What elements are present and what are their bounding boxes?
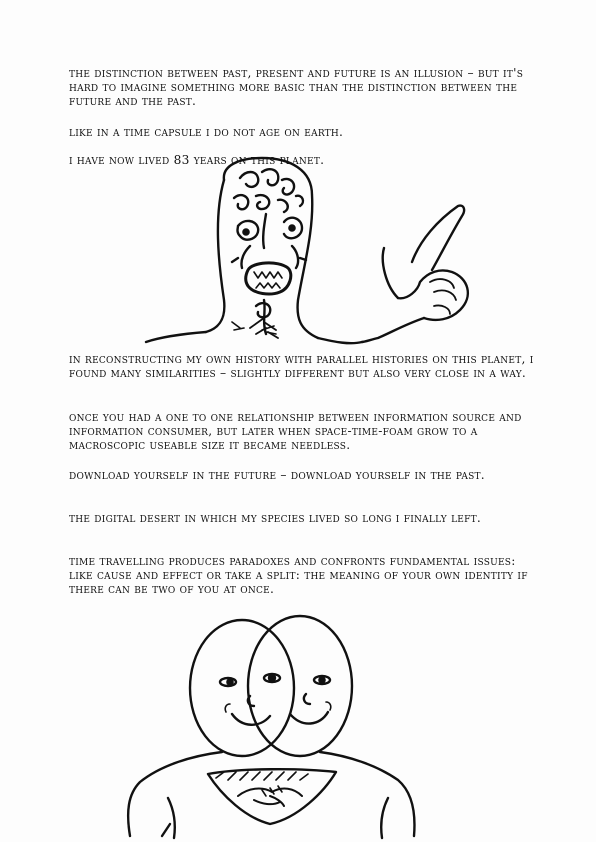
brain-swirl-5 [256,195,269,209]
right-face-eye-right [314,676,330,684]
root-2 [232,322,276,334]
brain-swirl-2 [262,169,278,185]
left-face-cheek [225,704,230,712]
left-eye-dot [243,229,248,234]
hand-fingers-curled [430,279,456,314]
brain-swirl-1 [240,172,258,187]
brain-swirl-3 [282,179,294,195]
paragraph-8: time travelling produces paradoxes and confronts fundamental issues: like cause and effect or take a split: the meaning of your own identity if there can be two of you at once. [69,554,528,597]
body-left-arm [162,798,175,838]
nose-line [263,214,266,248]
vein-left [232,246,250,268]
head-left-side [206,180,224,332]
paragraph-3: i have now lived 83 years on this planet. [69,153,325,167]
mouth [246,263,291,294]
right-face-outline [248,616,352,756]
paragraph-4: in reconstructing my own history with parallel histories on this planet, i found many similarities – slightly different but also very close in a way. [69,352,534,381]
left-face-outline [190,620,294,756]
vein-right [292,246,306,268]
root-1 [250,318,278,338]
body-right-arm [381,798,388,838]
body-right-shoulder [320,752,414,836]
left-face-pupil-left [227,679,232,684]
right-face-cheek [326,702,331,710]
hand-thumb [383,248,398,298]
brain-swirl-7 [296,196,303,206]
paragraph-7: the digital desert in which my species lived so long i finally left. [69,511,481,525]
right-shoulder [318,338,362,343]
paragraph-2: like in a time capsule i do not age on earth. [69,125,344,139]
right-eye-socket [284,218,302,239]
left-eye-socket [238,221,259,240]
shared-pupil [269,675,275,681]
head-outline [224,158,318,338]
left-face-eye-left [220,678,236,686]
shared-eye [264,674,280,682]
emblem-hatching [216,772,308,780]
hand-wrist [362,318,424,342]
teeth-bottom [256,283,280,288]
right-face-pupil-right [319,677,324,682]
handshake-hands [238,789,302,806]
paragraph-6: download yourself in the future – download yourself in the past. [69,468,485,482]
teeth-top [254,272,282,278]
left-face-nose [248,696,254,706]
left-shoulder [146,332,206,342]
neck-stem [264,300,266,334]
right-face-nose [304,694,310,704]
paragraph-1: the distinction between past, present and future is an illusion – but it's hard to imagine something more basic than the distinction between the future and the past. [69,66,524,109]
neck-swirl [256,303,270,317]
right-face-smile [290,712,328,724]
body-left-shoulder [128,752,222,836]
handshake-fingers [262,786,282,796]
paragraph-5: once you had a one to one relationship between information source and information consumer, but later when space-time-foam grow to a macroscopic useable size it became needless. [69,410,522,453]
brain-swirl-6 [278,200,288,212]
left-face-smile [232,714,270,725]
hand-palm [398,270,468,319]
brain-swirl-4 [234,195,248,209]
chest-emblem [208,769,336,824]
hand-index-finger [412,206,464,270]
right-eye-dot [289,225,294,230]
